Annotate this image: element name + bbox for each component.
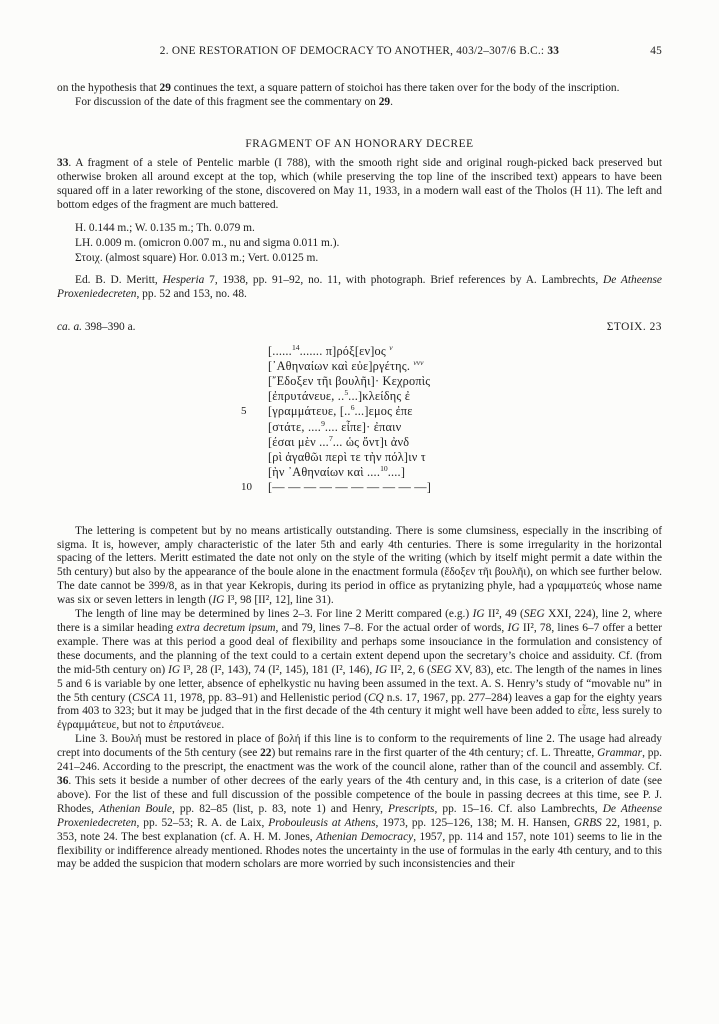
intro-paragraph-2: For discussion of the date of this fragment see the commentary on 29. [75, 95, 393, 108]
inscription-line-4 [268, 389, 431, 404]
line-text: [γραμμάτευε, [..$^6$...]εμος ἐπε [268, 403, 413, 419]
measurement-letter-height: LH. 0.009 m. (omicron 0.007 m., nu and sigma 0.011 m.). [75, 237, 340, 250]
line-text: [ἐπρυτάνευε, ..$^5$...]κλείδης ἐ [268, 388, 411, 404]
intro-paragraph-1: on the hypothesis that 29 continues the text, a square pattern of stoichoi has there taken over for the body of the inscription. [57, 82, 620, 94]
edition-paragraph: Ed. B. D. Meritt, Hesperia 7, 1938, pp. 91–92, no. 11, with photograph. Brief references by A. Lambrechts, De Atheense Proxeniedecreten, pp. 52 and 153, no. 48. [57, 273, 662, 300]
inscription-line-2 [268, 359, 431, 374]
inscription-line-1 [268, 344, 431, 359]
fragment-description: 33. A fragment of a stele of Pentelic marble (I 788), with the smooth right side and original rough-picked back preserved but otherwise broken all around except at the top, which (while preserving the top line of the inscribed text) appears to have been squared off in a later reworking of the stone, discovered on May 11, 1933, in a modern wall east of the Tholos (H 11). The left and bottom edges of the fragment are much battered. [57, 156, 662, 211]
commentary-paragraph-3: Line 3. Βουλή must be restored in place of βολή if this line is to conform to the requirements of line 2. The usage had already crept into documents of the 5th century (see 22) but remains rare in the first quarter of the 4th century; cf. L. Threatte, Grammar, pp. 241–246. According to the prescript, the enactment was the work of the council alone, rather than of the council and assembly. Cf. 36. This sets it beside a number of other decrees of the early years of the 4th century and, in this case, is a criterion of date (see above). For the list of these and full discussion of the possible competence of the boule in passing decrees at this time, see P. J. Rhodes, Athenian Boule, pp. 82–85 (list, p. 83, note 1) and Henry, Prescripts, pp. 15–16. Cf. also Lambrechts, De Atheense Proxeniedecreten, pp. 52–53; R. A. de Laix, Probouleusis at Athens, 1973, pp. 125–126, 138; M. H. Hansen, GRBS 22, 1981, p. 353, note 24. The best explanation (cf. A. H. M. Jones, Athenian Democracy, 1957, pp. 114 and 157, note 101) seems to lie in the flexibility or indifference already mentioned. Rhodes notes the uncertainty in the use of formulas in the early 4th century, and to this may be added the suspicion that modern scholars are more worried by such inconsistencies and their [57, 733, 663, 871]
inscription-line-5 [241, 403, 431, 419]
inscription-line-3 [268, 374, 431, 389]
line-text: [έσαι μὲν ...$^7$... ὡς ὄντ]ι ἀνδ [268, 433, 410, 449]
measurement-stoichedon: Στοιχ. (almost square) Hor. 0.013 m.; Vert. 0.0125 m. [75, 252, 319, 265]
commentary-paragraph-1: The lettering is competent but by no means artistically outstanding. There is some clumsiness, especially in the inscribing of sigma. It is, however, amply characteristic of the later 5th and early 4th centuries. There is some irregularity in the horizontal spacing of the letters. Meritt estimated the date not only on the style of the writing (which by itself might permit a date within the 5th century) but also by the appearance of the boule alone in the enactment formula (ἔδοξεν τῆι βουλῆι), on which see further below. The date cannot be 399/8, as in that year Kekropis, during its period in office as prytanizing phyle, had a γραμματεύς whose name was six or seven letters in length (IG I³, 98 [II², 12], line 31). [57, 524, 662, 607]
inscription-line-6 [268, 420, 431, 435]
running-head-title: 2. ONE RESTORATION OF DEMOCRACY TO ANOTHER, 403/2–307/6 B.C.: 33 [159, 45, 560, 57]
line-number: 5 [241, 405, 247, 418]
inscription-line-8 [268, 450, 431, 465]
running-head [57, 44, 662, 58]
line-text: [῎Εδοξεν τῆι βουλῆι]· Κεχροπὶς [268, 374, 431, 389]
line-text: [......$^{14}$....... π]ρόξ[εν]ος $^v$ [268, 342, 393, 358]
section-heading: FRAGMENT OF AN HONORARY DECREE [245, 137, 474, 150]
inscription-text-block [241, 342, 432, 496]
measurement-dimensions: H. 0.144 m.; W. 0.135 m.; Th. 0.079 m. [75, 222, 255, 235]
line-text: [ὴν ᾿Αθηναίων καὶ ....$^{10}$....] [268, 464, 406, 480]
line-number: 10 [241, 481, 252, 494]
line-text: [στάτε, ....$^9$.... εἶπε]· ἐπαιν [268, 418, 402, 434]
inscription-line-10 [241, 480, 432, 495]
date-label: ca. a. 398–390 a. [57, 320, 136, 333]
inscription-line-7 [268, 435, 431, 450]
stoichedon-count-label: ΣΤΟΙΧ. 23 [606, 320, 662, 333]
commentary-paragraph-2: The length of line may be determined by lines 2–3. For line 2 Meritt compared (e.g.) IG II², 49 (SEG XXI, 224), line 2, where there is a similar heading extra decretum ipsum, and 79, lines 7–8. For the actual order of words, IG II², 78, lines 6–7 offer a better example. There was at this period a good deal of flexibility and perhaps some insouciance in the formulation and consistency of these documents, and the planning of the text could to a certain extent depend upon the secretary’s choice and assiduity. Cf. (from the mid-5th century on) IG I³, 28 (I², 143), 74 (I², 145), 181 (I², 146), IG II², 2, 6 (SEG XV, 83), etc. The length of the names in lines 5 and 6 is variable by one letter, absence of ephelkystic nu having been assumed in the text. A. S. Henry’s study of “movable nu” in the 5th century (CSCA 11, 1978, pp. 83–91) and Hellenistic period (CQ n.s. 17, 1967, pp. 277–284) leaves a gap for the eighty years from 403 to 323; but it may be judged that in the first decade of the 4th century it might well have been added to εἶπε, less surely to ἐγραμμάτευε, but not to ἐπρυτάνευε. [57, 608, 662, 732]
line-text: [ρὶ ἀγαθῶι περὶ τε τὴν πόλ]ιν τ [268, 450, 426, 465]
date-row [57, 320, 662, 334]
page-number: 45 [650, 45, 662, 57]
line-text: [— — — — — — — — — —] [268, 480, 432, 495]
line-text: [᾿Αθηναίων καὶ εὐε]ργέτης. $^{vvv}$ [268, 357, 424, 373]
measurements-block [57, 221, 662, 265]
inscription-line-9 [268, 465, 431, 480]
